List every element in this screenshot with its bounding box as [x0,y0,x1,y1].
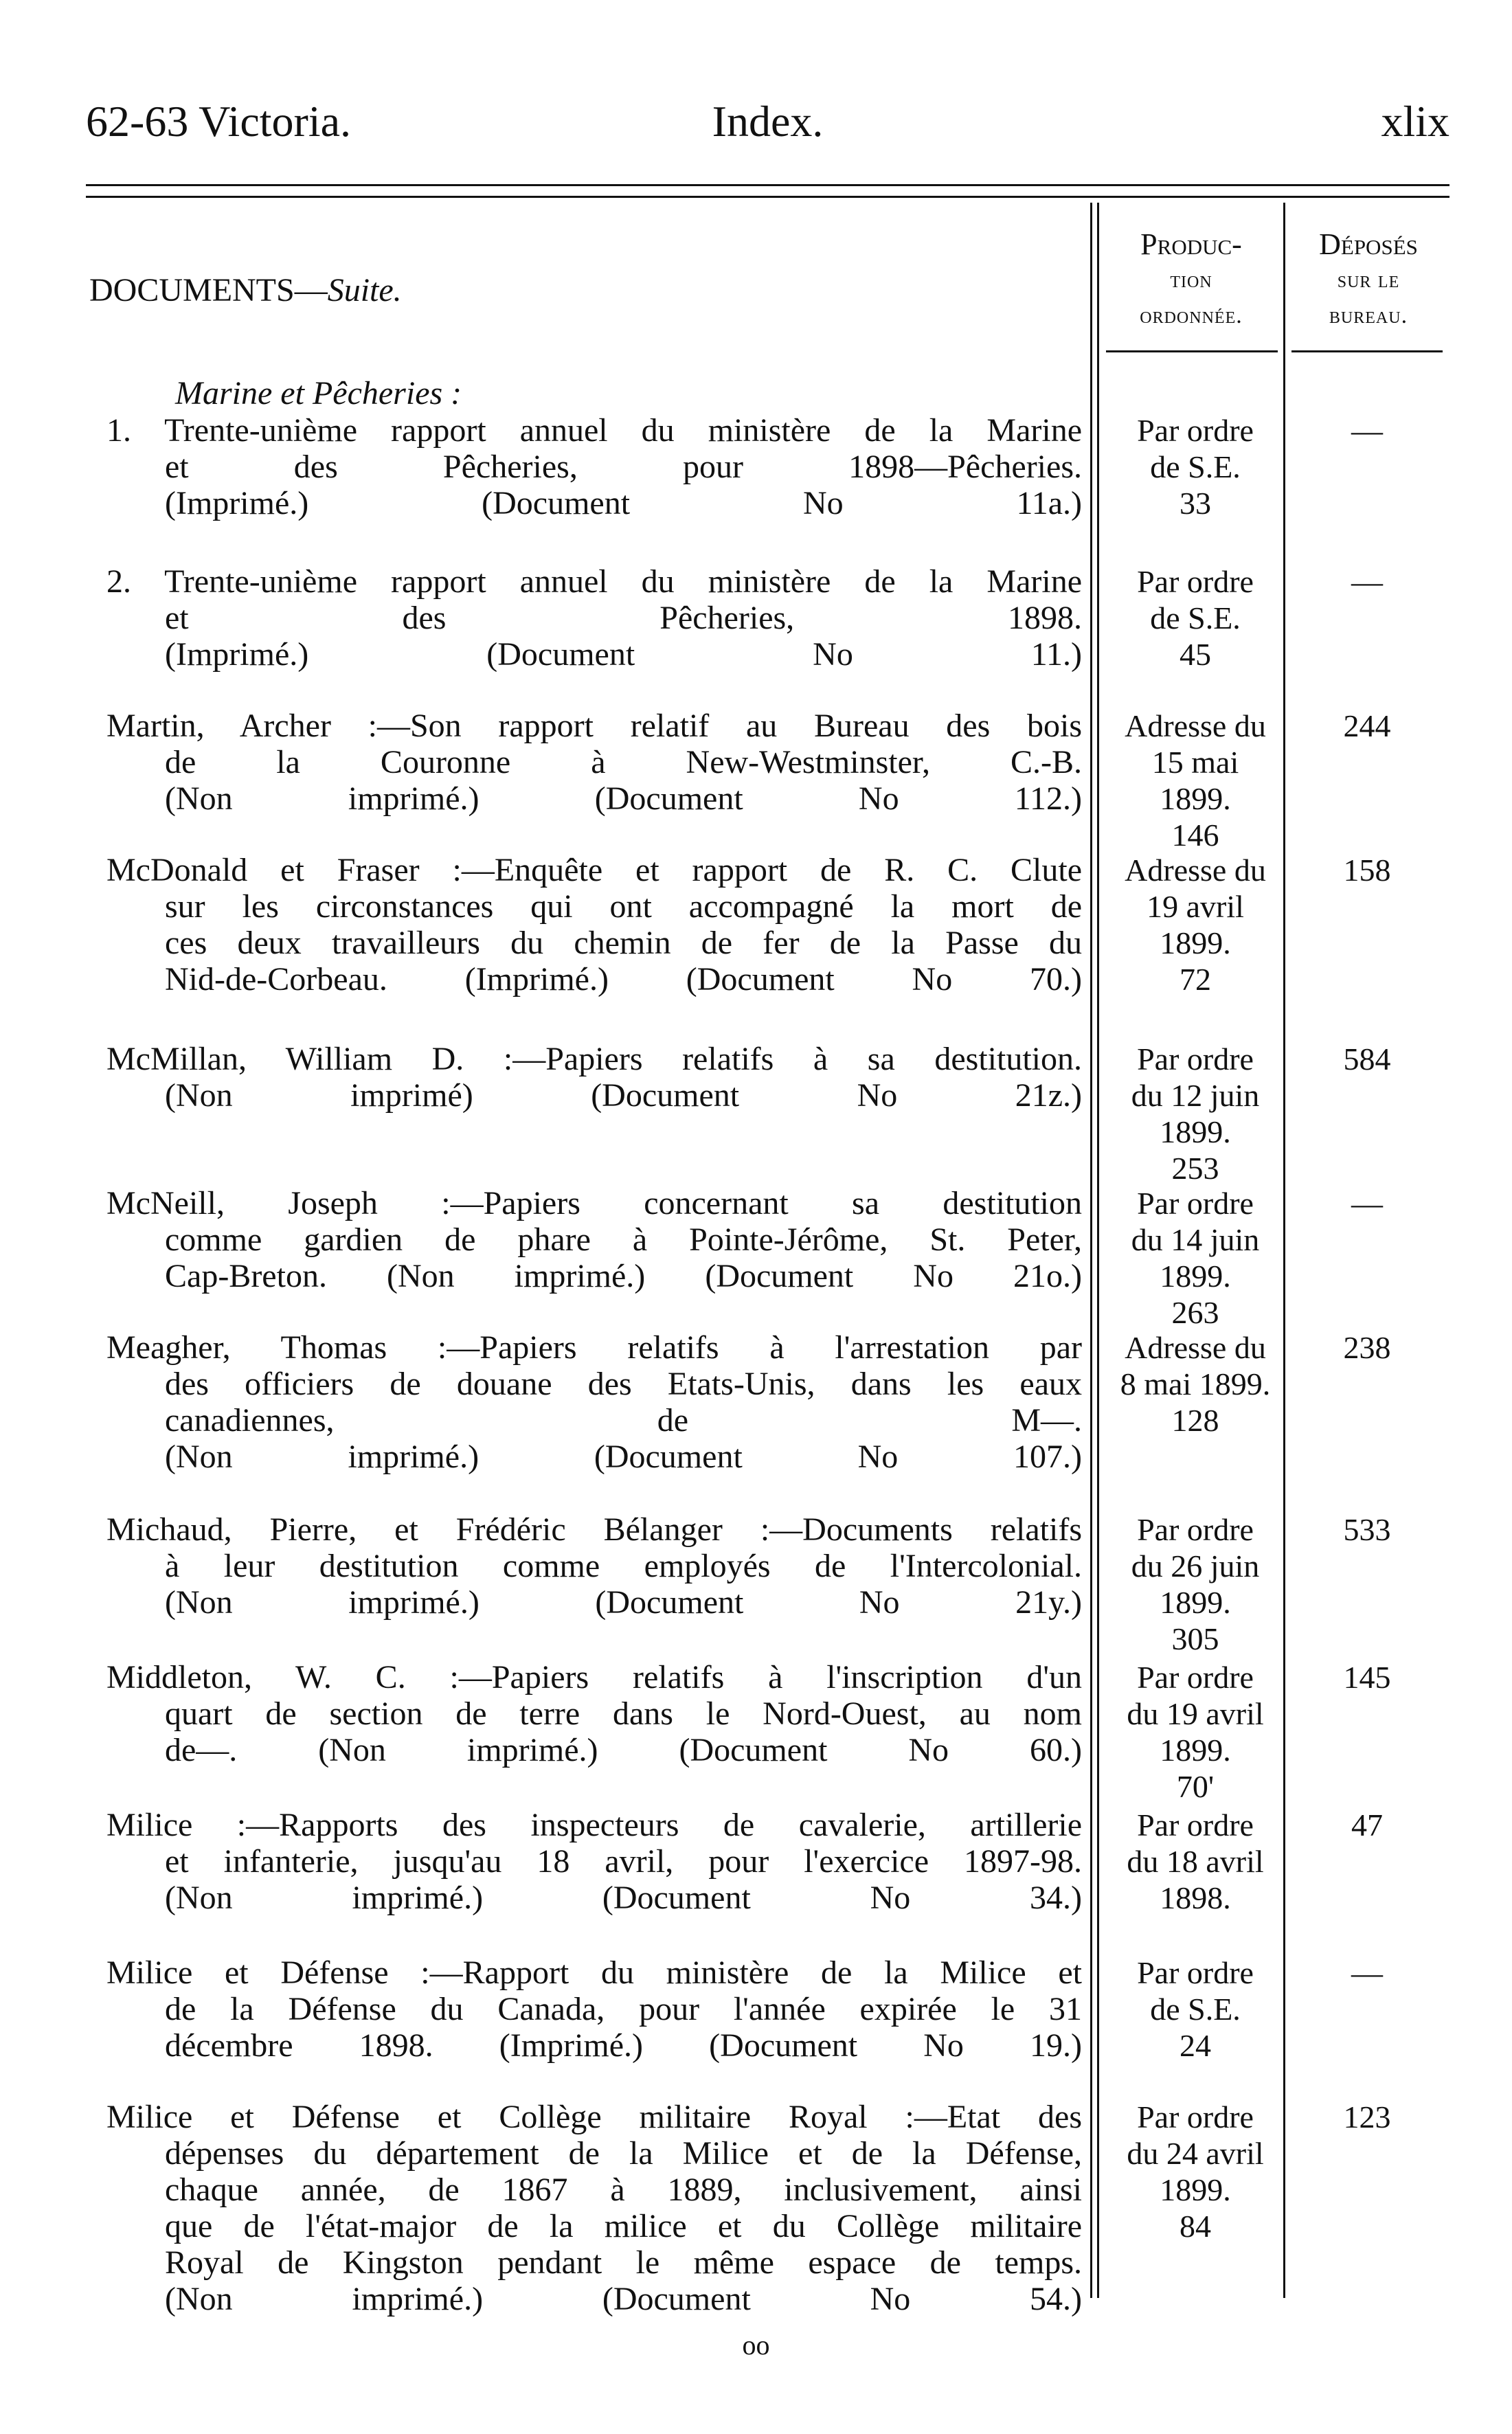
deposit-page-number: — [1351,564,1383,599]
production-line: 1899. [1160,1733,1231,1768]
subhead-marine: Marine et Pêcheries : [175,375,462,412]
column-header-production: Produc- tion ordonnée. [1140,227,1243,328]
entry-line: 2. Trente-unième rapport annuel du ministère de la Marine [106,563,1082,600]
production-line: Par ordre [1137,2099,1254,2134]
entry-line: (Non imprimé.) (Document No 112.) [165,780,1082,817]
production-line: 146 [1171,818,1219,853]
entry-text [106,1041,1082,1114]
production-line: 253 [1171,1151,1219,1186]
production-order [1106,1185,1285,1331]
entry-line: à leur destitution comme employés de l'Intercolonial. [165,1548,1082,1584]
entry-line: comme gardien de phare à Pointe-Jérôme, St. Peter, [165,1221,1082,1258]
production-line: Par ordre [1137,564,1254,599]
production-line: 263 [1171,1295,1219,1330]
production-order [1106,563,1285,673]
production-order [1106,1329,1285,1439]
header-rule-top [86,184,1449,186]
entry-line: et des Pêcheries, pour 1898—Pêcheries. [165,449,1082,485]
deposit-page-number: — [1351,1186,1383,1221]
production-order [1106,708,1285,853]
production-line: 128 [1171,1403,1219,1438]
entry-text [106,563,1082,673]
entry-text [106,2099,1082,2317]
entry-text [106,1511,1082,1621]
production-line: 70' [1176,1769,1215,1804]
production-line: 1899. [1160,2172,1231,2207]
production-line: Par ordre [1137,1955,1254,1990]
entry-line: (Imprimé.) (Document No 11.) [165,636,1082,673]
entry-line: Cap-Breton. (Non imprimé.) (Document No 21o.) [165,1258,1082,1294]
entry-text [106,852,1082,998]
entry-line: de la Défense du Canada, pour l'année expirée le 31 [165,1991,1082,2027]
entry-line: de—. (Non imprimé.) (Document No 60.) [165,1732,1082,1768]
deposit-page-number: 158 [1343,853,1391,888]
header-rule-bottom [86,196,1449,198]
entry-line: McMillan, William D. :—Papiers relatifs à sa destitution. [106,1041,1082,1077]
entry-line: quart de section de terre dans le Nord-Ouest, au nom [165,1695,1082,1732]
entry-line: Meagher, Thomas :—Papiers relatifs à l'arrestation par [106,1329,1082,1366]
production-order [1106,412,1285,521]
column-divider-left [1090,203,1092,2298]
production-line: 33 [1180,486,1211,521]
production-line: 15 mai [1151,745,1239,780]
production-order [1106,1511,1285,1657]
entry-text [106,1954,1082,2064]
production-line: du 12 juin [1131,1078,1260,1113]
entry-line: Martin, Archer :—Son rapport relatif au Bureau des bois [106,708,1082,744]
entry-line: Middleton, W. C. :—Papiers relatifs à l'inscription d'un [106,1659,1082,1695]
production-line: Adresse du [1125,1330,1266,1365]
entry-line: des officiers de douane des Etats-Unis, dans les eaux [165,1366,1082,1402]
production-line: de S.E. [1150,1992,1241,2027]
column-divider-left-double [1097,203,1099,2298]
entry-line: décembre 1898. (Imprimé.) (Document No 19.) [165,2027,1082,2064]
deposit-page-number: 123 [1343,2099,1391,2134]
entry-line: et infanterie, jusqu'au 18 avril, pour l'exercice 1897-98. [165,1843,1082,1880]
header-title: Index. [712,97,824,146]
entry-line: 1. Trente-unième rapport annuel du ministère de la Marine [106,412,1082,449]
entry-line: dépenses du département de la Milice et de la Défense, [165,2135,1082,2172]
header-page-number: xlix [1381,97,1449,146]
entry-text [106,1807,1082,1916]
production-order [1106,1954,1285,2064]
production-line: Par ordre [1137,1512,1254,1547]
production-line: Par ordre [1137,1660,1254,1695]
entry-text [106,708,1082,817]
deposit-page-number: 244 [1343,708,1391,743]
deposit-page-number: 584 [1343,1041,1391,1077]
entry-text [106,1329,1082,1475]
production-header-rule [1106,350,1278,352]
deposit-page-number: 533 [1343,1512,1391,1547]
production-line: Par ordre [1137,1807,1254,1843]
production-line: Par ordre [1137,413,1254,448]
column-header-deposes: Déposés sur le bureau. [1319,227,1418,328]
entry-line: Michaud, Pierre, et Frédéric Bélanger :—Documents relatifs [106,1511,1082,1548]
production-line: Par ordre [1137,1041,1254,1077]
production-line: 1898. [1160,1880,1231,1915]
production-line: 45 [1180,637,1211,672]
entry-line: Nid-de-Corbeau. (Imprimé.) (Document No 70.) [165,961,1082,998]
production-line: du 18 avril [1127,1844,1264,1879]
deposit-page-number: — [1351,413,1383,448]
entry-line: chaque année, de 1867 à 1889, inclusivement, ainsi [165,2172,1082,2208]
entry-line: Milice et Défense :—Rapport du ministère de la Milice et [106,1954,1082,1991]
section-title: DOCUMENTS—Suite. [89,272,402,308]
production-line: 84 [1180,2209,1211,2244]
production-line: du 19 avril [1127,1696,1264,1731]
production-line: de S.E. [1150,600,1241,635]
entry-text [106,412,1082,521]
entry-line: de la Couronne à New-Westminster, C.-B. [165,744,1082,780]
entry-line: (Non imprimé) (Document No 21z.) [165,1077,1082,1114]
entry-line: Milice et Défense et Collège militaire Royal :—Etat des [106,2099,1082,2135]
production-line: Adresse du [1125,853,1266,888]
deposit-page-number: 145 [1343,1660,1391,1695]
production-line: 1899. [1160,781,1231,816]
production-line: 72 [1180,962,1211,997]
page-header [86,96,1449,151]
deposes-header-rule [1291,350,1443,352]
production-order [1106,1041,1285,1186]
production-line: 305 [1171,1621,1219,1656]
production-line: Adresse du [1125,708,1266,743]
production-line: Par ordre [1137,1186,1254,1221]
header-volume: 62-63 Victoria. [86,97,351,146]
deposit-page-number: 238 [1343,1330,1391,1365]
production-line: 8 mai 1899. [1120,1366,1271,1401]
entry-line: ces deux travailleurs du chemin de fer de la Passe du [165,925,1082,961]
production-order [1106,1659,1285,1805]
deposit-page-number: — [1351,1955,1383,1990]
entry-line: McDonald et Fraser :—Enquête et rapport de R. C. Clute [106,852,1082,888]
signature-mark: oo [742,2330,770,2360]
entry-line: (Non imprimé.) (Document No 34.) [165,1880,1082,1916]
deposit-page-number: 47 [1351,1807,1383,1843]
entry-text [106,1659,1082,1768]
entry-line: que de l'état-major de la milice et du Collège militaire [165,2208,1082,2244]
entry-line: canadiennes, de M—. [165,1402,1082,1439]
entry-line: (Non imprimé.) (Document No 54.) [165,2281,1082,2317]
production-line: du 26 juin [1131,1548,1260,1584]
entry-line: (Non imprimé.) (Document No 107.) [165,1439,1082,1475]
production-line: 19 avril [1147,889,1244,924]
entry-line: Royal de Kingston pendant le même espace de temps. [165,2244,1082,2281]
entry-line: Milice :—Rapports des inspecteurs de cavalerie, artillerie [106,1807,1082,1843]
production-line: 1899. [1160,1585,1231,1620]
entry-line: McNeill, Joseph :—Papiers concernant sa destitution [106,1185,1082,1221]
production-order [1106,2099,1285,2244]
production-line: du 24 avril [1127,2136,1264,2171]
production-order [1106,1807,1285,1916]
production-line: 1899. [1160,925,1231,960]
entry-line: et des Pêcheries, 1898. [165,600,1082,636]
production-line: du 14 juin [1131,1222,1260,1257]
entry-line: (Imprimé.) (Document No 11a.) [165,485,1082,521]
entry-line: (Non imprimé.) (Document No 21y.) [165,1584,1082,1621]
production-order [1106,852,1285,998]
entry-text [106,1185,1082,1294]
entry-line: sur les circonstances qui ont accompagné la mort de [165,888,1082,925]
production-line: 24 [1180,2028,1211,2063]
production-line: 1899. [1160,1114,1231,1149]
production-line: de S.E. [1150,449,1241,484]
production-line: 1899. [1160,1259,1231,1294]
